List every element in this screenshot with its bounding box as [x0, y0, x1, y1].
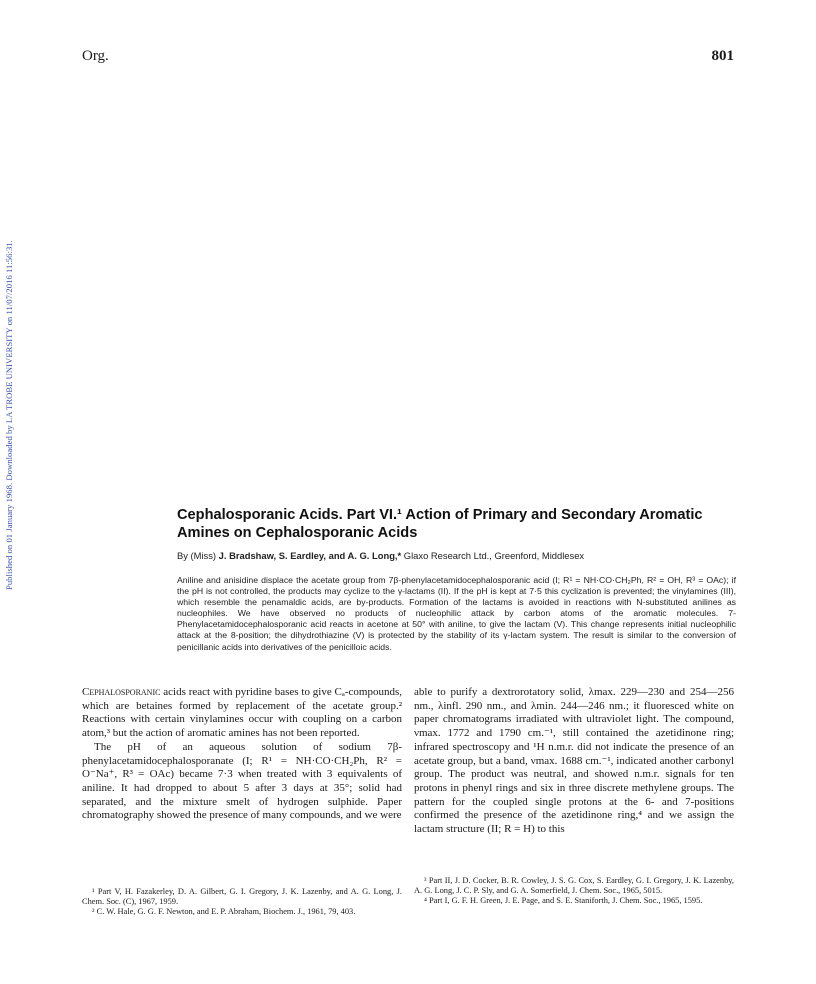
footnotes-right: [414, 876, 734, 907]
author-names: J. Bradshaw, S. Eardley, and A. G. Long,*: [218, 550, 402, 561]
paragraph-text: acids react with pyridine bases to give Cₐ-compounds, which are betaines formed by replacement of the acetate group.² Reactions with certain vinylamines occur with coupling on a carbon atom,³ but the action of aromatic amines has not been reported.: [82, 686, 402, 740]
download-watermark: Published on 01 January 1968. Downloaded by LA TROBE UNIVERSITY on 11/07/2016 11:56:31.: [4, 240, 14, 590]
body-paragraph: able to purify a dextrorotatory solid, λmax. 229—230 and 254—256 nm., λinfl. 290 nm., and λmin. 244—246 nm.; it fluoresced white on paper chromatograms irradiated with ultraviolet light. The compound, νmax. 1772 and 1790 cm.⁻¹, still contained the azetidinone ring; infrared spectroscopy and ¹H n.m.r. did not indicate the presence of an acetate group, but a band, νmax. 1688 cm.⁻¹, indicated another carbonyl group. The product was neutral, and showed n.m.r. signals for ten protons in phenyl rings and six in three discrete methylene groups. The pattern for the coupled single protons at the 6- and 7-positions confirmed the presence of the azetidinone ring,⁴ and we assign the lactam structure (II; R = H) to this: [414, 686, 734, 836]
affiliation: Glaxo Research Ltd., Greenford, Middlesex: [403, 550, 585, 561]
byline: [177, 550, 737, 561]
page-number: 801: [711, 48, 734, 64]
body-column-right: [414, 686, 734, 837]
body-column-left: [82, 686, 402, 823]
lead-word: Cephalosporanic: [82, 686, 161, 698]
abstract: Aniline and anisidine displace the acetate group from 7β-phenylacetamidocephalosporanic acid (I; R¹ = NH·CO·CH₂Ph, R² = OH, R³ = OAc); if the pH is not controlled, the products may cyclize to the γ-lactams (II). If the pH is kept at 7·5 this cyclization is prevented; the vinylamines (III), which resemble the penamaldic acids, are by-products. Formation of the lactams is avoided in reactions with N-substituted anilines as nucleophiles. We have observed no products of nucleophilic attack by carbon atoms of the aromatic molecules. 7-Phenylacetamidocephalosporanic acid reacts in acetone at 50° with aniline, to give the lactam (V). This change represents initial nucleophilic attack at the 8-position; the dihydrothiazine (V) is protected by the stability of its γ-lactam system. The result is similar to the conversion of penicillanic acids into derivatives of the penicilloic acids.: [177, 575, 736, 652]
footnotes-left: [82, 887, 402, 918]
footnote: ² C. W. Hale, G. G. F. Newton, and E. P. Abraham, Biochem. J., 1961, 79, 403.: [92, 907, 356, 917]
body-paragraph: [82, 686, 402, 741]
byline-prefix: By (Miss): [177, 550, 217, 561]
footnote: ⁴ Part I, G. F. H. Green, J. E. Page, and S. E. Staniforth, J. Chem. Soc., 1965, 1595.: [424, 896, 703, 906]
article-title: Cephalosporanic Acids. Part VI.¹ Action of Primary and Secondary Aromatic Amines on Cephalosporanic Acids: [177, 507, 703, 541]
footnote: ¹ Part V, H. Fazakerley, D. A. Gilbert, G. I. Gregory, J. K. Lazenby, and A. G. Long, J. Chem. Soc. (C), 1967, 1959.: [82, 887, 402, 907]
body-paragraph: The pH of an aqueous solution of sodium 7β-phenylacetamidocephalosporanate (I; R¹ = NH·CO·CH₂Ph, R² = O⁻Na⁺, R³ = OAc) became 7·3 when treated with 3 equivalents of aniline. It had dropped to about 5 after 3 days at 35°; solid had separated, and the mixture smelt of hydrogen sulphide. Paper chromatography showed the presence of many compounds, and we were: [82, 740, 402, 822]
footnote: ³ Part II, J. D. Cocker, B. R. Cowley, J. S. G. Cox, S. Eardley, G. I. Gregory, J. K. Lazenby, A. G. Long, J. C. P. Sly, and G. A. Somerfield, J. Chem. Soc., 1965, 5015.: [414, 876, 734, 896]
journal-section-header: Org.: [82, 48, 109, 64]
